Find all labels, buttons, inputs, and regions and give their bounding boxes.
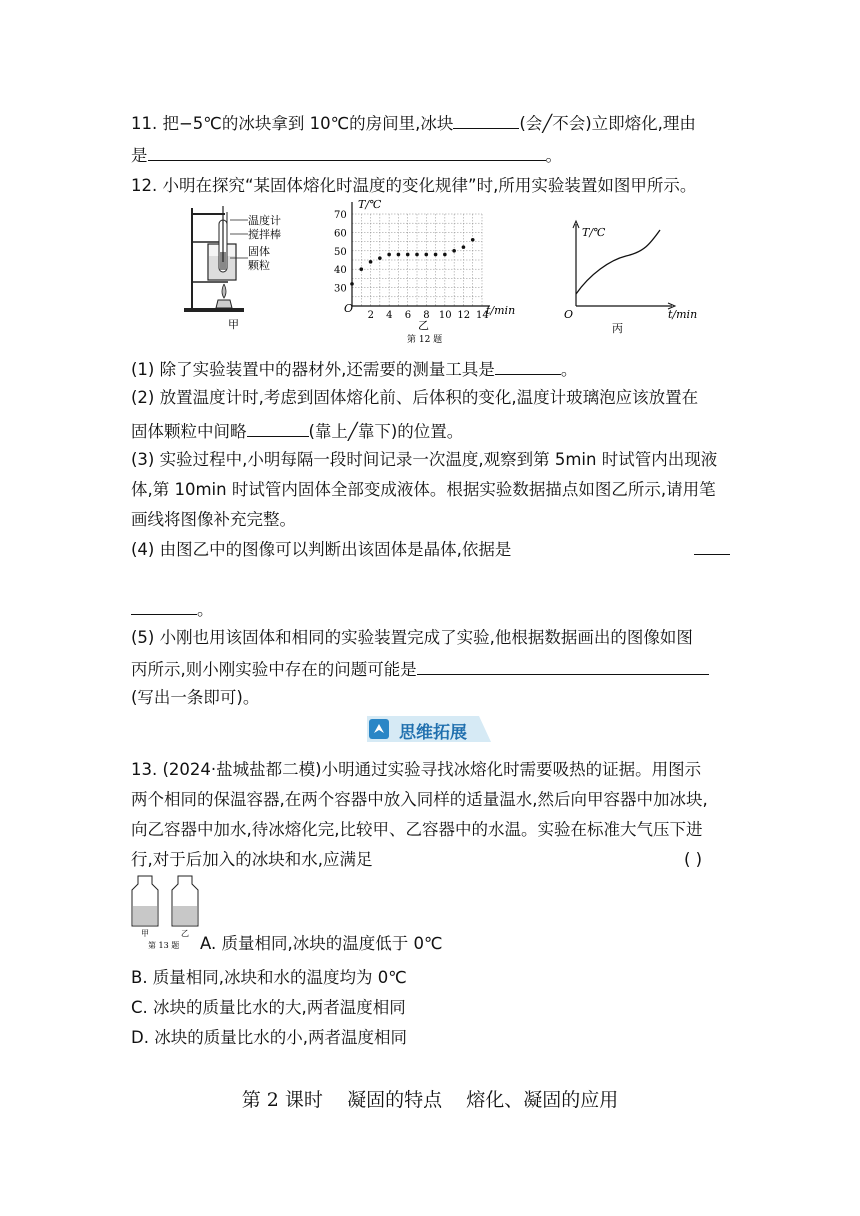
q12-part2-line1: (2) 放置温度计时,考虑到固体熔化前、后体积的变化,温度计玻璃泡应该放置在 [131, 388, 699, 407]
data-point [415, 253, 419, 257]
q12-part4-blank-b[interactable] [131, 596, 197, 615]
label-jia-container: 甲 [141, 929, 149, 938]
bing-y-label: T/℃ [582, 226, 606, 239]
chart-x-label: t/min [486, 304, 516, 317]
figure-yi-chart [330, 196, 530, 348]
q11-text-pre: 11. 把−5℃的冰块拿到 10℃的房间里,冰块 [131, 114, 454, 133]
lesson-title: 第 2 课时 凝固的特点 熔化、凝固的应用 [241, 1089, 619, 1111]
q13-line3: 向乙容器中加水,待冰熔化完,比较甲、乙容器中的水温。实验在标准大气压下进 [131, 820, 703, 839]
q12-part5-line3: (写出一条即可)。 [131, 688, 260, 707]
y-tick-label: 60 [334, 228, 347, 240]
chart-origin: O [344, 302, 354, 315]
q12-part5-line2 [131, 656, 709, 682]
q13-option-b[interactable]: B. 质量相同,冰块和水的温度均为 0℃ [131, 968, 407, 987]
caption-yi: 乙 [418, 319, 429, 332]
q11-line2 [131, 142, 562, 168]
data-point [378, 256, 382, 260]
label-particles: 颗粒 [248, 259, 270, 272]
figure-12-title: 第 12 题 [407, 335, 443, 345]
q12-part5-line1: (5) 小刚也用该固体和相同的实验装置完成了实验,他根据数据画出的图像如图 [131, 628, 693, 647]
q12-part4-blank-a[interactable] [694, 536, 730, 555]
q12-stem: 12. 小明在探究“某固体熔化时温度的变化规律”时,所用实验装置如图甲所示。 [131, 176, 697, 195]
figure-13-title: 第 13 题 [148, 941, 180, 950]
q12-part3-line3: 画线将图像补充完整。 [131, 510, 296, 529]
figure-jia-apparatus [180, 200, 290, 335]
q12-part4-post: 。 [197, 600, 214, 619]
q13-option-a[interactable]: A. 质量相同,冰块的温度低于 0℃ [200, 934, 443, 953]
data-point [387, 253, 391, 257]
q12-part2-post: (靠上╱靠下)的位置。 [308, 422, 464, 441]
label-solid: 固体 [248, 245, 270, 258]
q11-line2-pre: 是 [131, 146, 148, 165]
q11-line1 [131, 110, 696, 136]
chart-y-label: T/℃ [358, 198, 382, 211]
y-tick-label: 40 [334, 265, 347, 277]
data-point [359, 267, 363, 271]
q12-part2-pre: 固体颗粒中间略 [131, 422, 247, 441]
q11-blank-2[interactable] [148, 142, 546, 161]
bing-origin: O [564, 308, 574, 321]
label-yi-container: 乙 [181, 929, 189, 938]
bing-curve-line [576, 230, 660, 294]
x-tick-label: 4 [386, 310, 393, 321]
q12-part1-post: 。 [560, 360, 578, 379]
data-point [452, 249, 456, 253]
q13-line2: 两个相同的保温容器,在两个容器中放入同样的适量温水,然后向甲容器中加冰块, [131, 790, 708, 809]
q12-part1-blank[interactable] [495, 356, 561, 375]
data-point [406, 253, 410, 257]
x-tick-label: 14 [476, 310, 489, 321]
data-point [434, 253, 438, 257]
q12-part4-line2 [131, 596, 214, 622]
q12-part2-line2 [131, 418, 463, 444]
q12-part3-line2: 体,第 10min 时试管内固体全部变成液体。根据实验数据描点如图乙所示,请用笔 [131, 480, 716, 499]
label-thermometer: 温度计 [248, 214, 281, 227]
data-point [462, 245, 466, 249]
x-tick-label: 12 [457, 310, 471, 321]
y-tick-label: 70 [334, 210, 347, 221]
q12-part2-blank[interactable] [247, 418, 309, 437]
bing-x-label: t/min [668, 308, 698, 321]
data-point [443, 253, 447, 257]
q13-line4: 行,对于后加入的冰块和水,应满足 [131, 850, 373, 869]
y-tick-label: 30 [334, 283, 347, 295]
q12-part4-line1 [131, 538, 511, 562]
data-point [424, 253, 428, 257]
q12-part5-blank[interactable] [417, 656, 709, 675]
data-point [397, 253, 401, 257]
label-stirrer: 搅拌棒 [248, 228, 281, 241]
q11-line2-post: 。 [545, 146, 562, 165]
data-point [471, 238, 475, 242]
x-tick-label: 6 [404, 310, 412, 321]
data-point [350, 282, 354, 286]
q11-blank-1[interactable] [453, 110, 519, 129]
x-tick-label: 10 [438, 310, 452, 321]
figure-13-containers [128, 872, 208, 952]
y-tick-label: 50 [334, 246, 347, 258]
caption-jia: 甲 [228, 318, 239, 331]
q13-answer-paren[interactable]: ( ) [684, 850, 703, 869]
caption-bing: 丙 [612, 322, 623, 335]
section-title-banner [367, 716, 491, 742]
q13-option-d[interactable]: D. 冰块的质量比水的小,两者温度相同 [131, 1028, 407, 1047]
q11-text-post: (会╱不会)立即熔化,理由 [519, 114, 696, 133]
temperature-scatter-chart [330, 196, 530, 348]
q12-part3-line1: (3) 实验过程中,小明每隔一段时间记录一次温度,观察到第 5min 时试管内出现液 [131, 450, 718, 469]
q12-part4-text: (4) 由图乙中的图像可以判断出该固体是晶体,依据是 [131, 540, 512, 559]
data-point [369, 260, 373, 264]
section-title: 思维拓展 [399, 723, 467, 743]
x-tick-label: 8 [423, 310, 430, 321]
x-tick-label: 2 [367, 310, 374, 321]
figure-bing-curve [560, 218, 710, 336]
q12-part1-text: (1) 除了实验装置中的器材外,还需要的测量工具是 [131, 360, 495, 379]
q12-part1 [131, 356, 577, 382]
q13-line1: 13. (2024·盐城盐都二模)小明通过实验寻找冰熔化时需要吸热的证据。用图示 [131, 760, 702, 779]
q12-part5-pre: 丙所示,则小刚实验中存在的问题可能是 [131, 660, 417, 679]
q13-option-c[interactable]: C. 冰块的质量比水的大,两者温度相同 [131, 998, 406, 1017]
